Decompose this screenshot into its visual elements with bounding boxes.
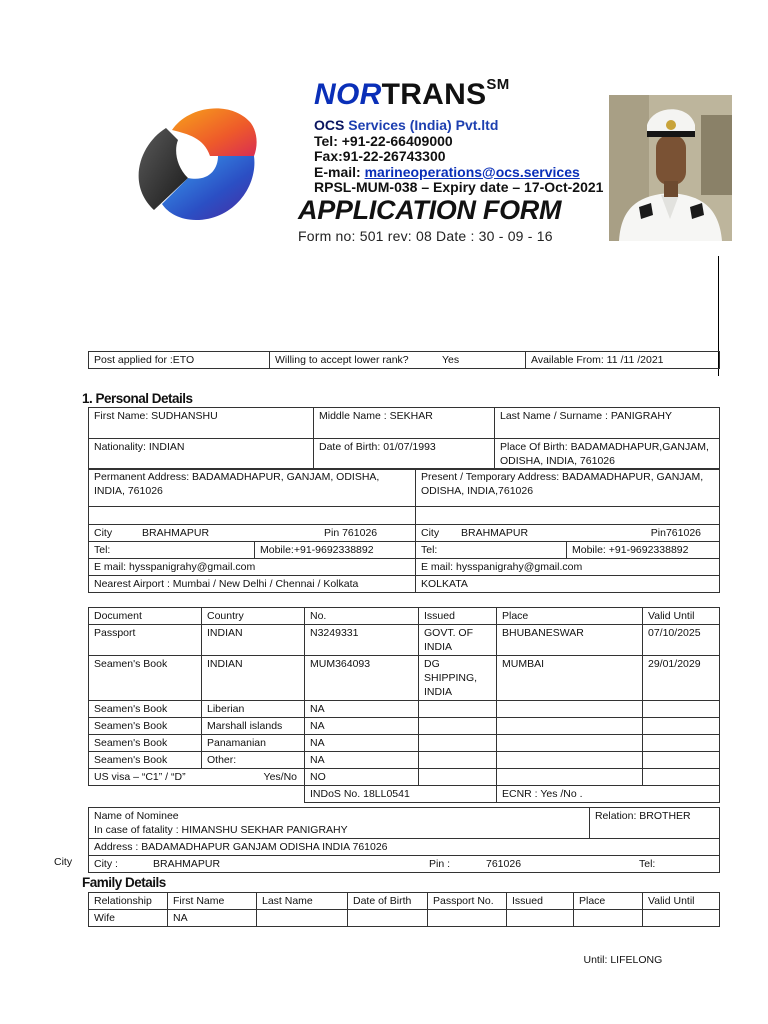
table-cell [643, 735, 720, 752]
table-cell [643, 718, 720, 735]
table-cell: NA [305, 718, 419, 735]
table-cell: Passport [89, 625, 202, 656]
tel: Tel: [89, 542, 255, 559]
table-cell [257, 910, 348, 927]
table-cell: Seamen's Book [89, 701, 202, 718]
willing-label: Willing to accept lower rank? [275, 354, 409, 366]
city-value: BRAHMAPUR [461, 527, 529, 539]
city-label: City [94, 527, 113, 539]
company-logo [118, 100, 293, 225]
present-city [416, 525, 720, 542]
table-cell: MUM364093 [305, 656, 419, 701]
date-of-birth: Date of Birth: 01/07/1993 [314, 439, 495, 470]
table-cell: NA [305, 701, 419, 718]
nominee-fatality: In case of fatality : HIMANSHU SEKHAR PANIGRAHY [94, 824, 348, 836]
table-cell [574, 910, 643, 927]
table-row [89, 625, 720, 656]
pin-value: Pin761026 [650, 527, 701, 539]
us-visa [89, 769, 305, 786]
us-visa-value: NO [305, 769, 419, 786]
table-cell: NA [305, 752, 419, 769]
table-cell [507, 910, 574, 927]
documents-table [88, 607, 720, 803]
indos-number: INDoS No. 18LL0541 [305, 786, 497, 803]
table-cell [497, 735, 643, 752]
table-cell [419, 718, 497, 735]
nearest-airport-value: KOLKATA [416, 576, 720, 593]
column-header: Document [89, 608, 202, 625]
table-row [89, 910, 720, 927]
place-of-birth: Place Of Birth: BADAMADHAPUR,GANJAM, ODISHA, INDIA, 761026 [495, 439, 720, 470]
column-header: Place [574, 893, 643, 910]
column-header: Last Name [257, 893, 348, 910]
company-email-link[interactable]: marineoperations@ocs.services [364, 163, 580, 180]
table-cell [497, 718, 643, 735]
nominee-relation: Relation: BROTHER [589, 808, 719, 839]
table-cell [643, 910, 720, 927]
table-cell [419, 769, 497, 786]
column-header: Issued [507, 893, 574, 910]
table-cell: Wife [89, 910, 168, 927]
form-number: Form no: 501 rev: 08 Date : 30 - 09 - 16 [298, 228, 553, 244]
company-email-line [314, 165, 603, 181]
post-applied: Post applied for :ETO [89, 352, 270, 369]
table-cell: 29/01/2029 [643, 656, 720, 701]
ecnr: ECNR : Yes /No . [497, 786, 720, 803]
brand-nor: NOR [314, 78, 382, 111]
blank-cell [416, 507, 720, 525]
company-fax: Fax:91-22-26743300 [314, 148, 446, 164]
table-cell: NA [305, 735, 419, 752]
table-cell [643, 769, 720, 786]
pin-value: Pin 761026 [324, 527, 378, 539]
permanent-address: Permanent Address: BADAMADHAPUR, GANJAM, ODISHA, INDIA, 761026 [89, 469, 416, 507]
table-cell: INDIAN [202, 625, 305, 656]
nominee-name [89, 808, 590, 839]
table-cell [643, 752, 720, 769]
table-row [89, 656, 720, 701]
table-cell: Seamen's Book [89, 656, 202, 701]
table-cell: Liberian [202, 701, 305, 718]
first-name: First Name: SUDHANSHU [89, 408, 314, 439]
middle-name: Middle Name : SEKHAR [314, 408, 495, 439]
city-label: City [421, 527, 440, 539]
willing-lower-rank [270, 352, 526, 369]
table-cell: 07/10/2025 [643, 625, 720, 656]
column-header: Valid Until [643, 608, 720, 625]
table-cell: BHUBANESWAR [497, 625, 643, 656]
table-cell: Seamen's Book [89, 718, 202, 735]
table-cell [348, 910, 428, 927]
nominee-address: Address : BADAMADHAPUR GANJAM ODISHA INDIA 761026 [89, 839, 720, 856]
column-header: Date of Birth [348, 893, 428, 910]
form-title: APPLICATION FORM [298, 195, 562, 225]
column-header: Country [202, 608, 305, 625]
table-cell: Seamen's Book [89, 752, 202, 769]
nominee-table [88, 807, 720, 873]
city-margin-label: City [54, 856, 73, 868]
available-from: Available From: 11 /11 /2021 [526, 352, 720, 369]
table-cell: N3249331 [305, 625, 419, 656]
table-row [89, 735, 720, 752]
tel: Tel: [416, 542, 567, 559]
mobile: Mobile:+91-9692338892 [255, 542, 416, 559]
table-cell: NA [168, 910, 257, 927]
table-cell: INDIAN [202, 656, 305, 701]
table-cell [497, 752, 643, 769]
column-header: Passport No. [428, 893, 507, 910]
table-cell: Marshall islands [202, 718, 305, 735]
table-row [89, 769, 720, 786]
column-header: Valid Until [643, 893, 720, 910]
city-value: BRAHMAPUR [142, 527, 210, 539]
table-row [89, 701, 720, 718]
table-cell: Panamanian [202, 735, 305, 752]
table-cell [419, 735, 497, 752]
brand-name [314, 78, 510, 112]
nominee-name-label: Name of Nominee [94, 810, 179, 822]
nominee-pin: 761026 [486, 858, 522, 870]
column-header: Relationship [89, 893, 168, 910]
last-name: Last Name / Surname : PANIGRAHY [495, 408, 720, 439]
company-ocs: OCS [314, 117, 345, 133]
email: E mail: hysspanigrahy@gmail.com [89, 559, 416, 576]
email: E mail: hysspanigrahy@gmail.com [416, 559, 720, 576]
personal-details-table [88, 407, 720, 470]
brand-trans: TRANS [381, 78, 487, 111]
table-cell: GOVT. OF INDIA [419, 625, 497, 656]
table-cell [89, 786, 305, 803]
table-cell: Seamen's Book [89, 735, 202, 752]
column-header: Place [497, 608, 643, 625]
family-table [88, 892, 720, 927]
us-visa-yesno: Yes/No [263, 771, 297, 783]
table-cell [643, 701, 720, 718]
company-services: Services (India) Pvt.ltd [348, 117, 499, 133]
permanent-city [89, 525, 416, 542]
table-cell [419, 752, 497, 769]
column-header: No. [305, 608, 419, 625]
present-address-text: Present / Temporary Address: BADAMADHAPUR, GANJAM, ODISHA, INDIA,761026 [421, 471, 704, 497]
nationality: Nationality: INDIAN [89, 439, 314, 470]
table-cell: Other: [202, 752, 305, 769]
table-cell: MUMBAI [497, 656, 643, 701]
post-table [88, 351, 720, 369]
company-tel: Tel: +91-22-66409000 [314, 132, 453, 149]
table-row [89, 718, 720, 735]
nominee-tel: Tel: [639, 858, 656, 870]
table-row [89, 752, 720, 769]
applicant-photo [609, 95, 732, 241]
brand-servicemark: SM [486, 76, 510, 93]
table-row [89, 786, 720, 803]
nominee-city: BRAHMAPUR [153, 858, 221, 870]
willing-value: Yes [442, 354, 460, 366]
company-name [314, 118, 603, 134]
column-header: First Name [168, 893, 257, 910]
company-rpsl: RPSL-MUM-038 – Expiry date – 17-Oct-2021 [314, 179, 604, 195]
blank-cell [89, 507, 416, 525]
family-details-heading: Family Details [82, 875, 166, 890]
present-until: Until: LIFELONG [583, 953, 663, 966]
nominee-city-label: City : [94, 858, 118, 870]
company-email-label: E-mail: [314, 163, 361, 180]
mobile: Mobile: +91-9692338892 [567, 542, 720, 559]
personal-details-heading: 1. Personal Details [82, 391, 193, 406]
table-cell [419, 701, 497, 718]
table-cell [497, 769, 643, 786]
table-cell: DG SHIPPING, INDIA [419, 656, 497, 701]
nominee-pin-label: Pin : [429, 858, 451, 870]
table-cell [428, 910, 507, 927]
company-info [314, 118, 603, 196]
table-cell [497, 701, 643, 718]
column-header: Issued [419, 608, 497, 625]
nominee-city-row [89, 856, 720, 873]
us-visa-label: US visa – “C1” / “D” [94, 771, 186, 783]
nearest-airport: Nearest Airport : Mumbai / New Delhi / Chennai / Kolkata [89, 576, 416, 593]
